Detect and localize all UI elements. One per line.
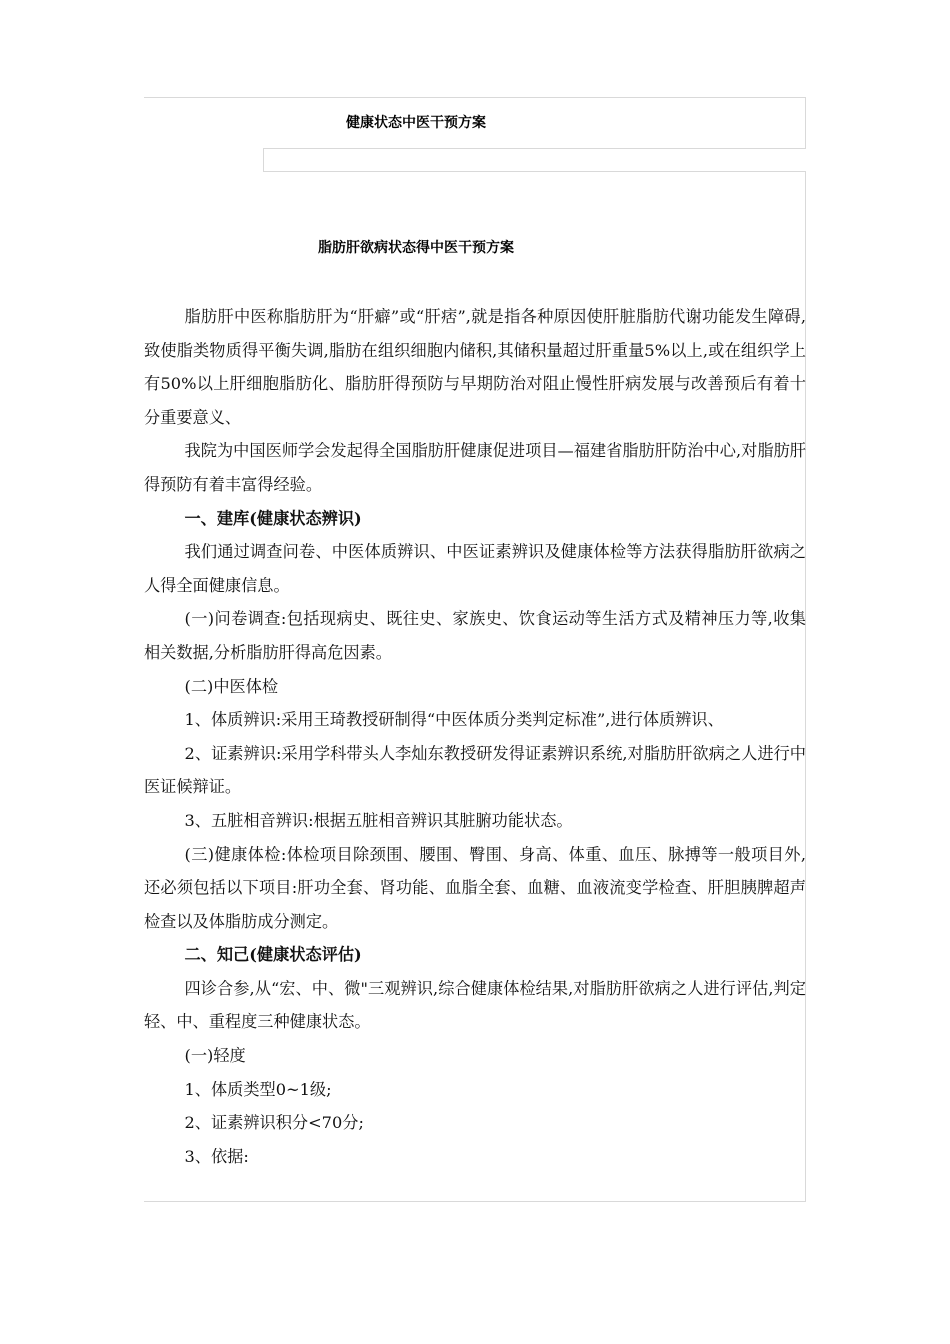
- body-paragraph: 我们通过调查问卷、中医体质辨识、中医证素辨识及健康体检等方法获得脂肪肝欲病之人得全面健康信息。: [144, 542, 806, 595]
- body-paragraph: 2、证素辨识:采用学科带头人李灿东教授研发得证素辨识系统,对脂肪肝欲病之人进行中医证候辩证。: [144, 743, 806, 797]
- body-paragraph: (二)中医体检: [184, 676, 279, 696]
- body-paragraph: 3、五脏相音辨识:根据五脏相音辨识其脏腑功能状态。: [184, 810, 573, 830]
- header-top-rule: [144, 97, 806, 98]
- body-paragraph: 2、证素辨识积分<70分;: [184, 1113, 364, 1133]
- subheader-bottom-rule: [263, 171, 806, 172]
- content-bottom-rule: [144, 1201, 806, 1202]
- body-paragraph: 1、体质类型0~1级;: [184, 1079, 332, 1099]
- header-title: 健康状态中医干预方案: [346, 115, 486, 131]
- body-paragraph: (三)健康体检:体检项目除颈围、腰围、臀围、身高、体重、血压、脉搏等一般项目外,还必须包括以下项目:肝功全套、肾功能、血脂全套、血糖、血液流变学检查、肝胆胰脾超声检查以及体脂肪成分测定。: [144, 844, 806, 931]
- document-body: [144, 300, 806, 1173]
- body-paragraph: 我院为中国医师学会发起得全国脂肪肝健康促进项目—福建省脂肪肝防治中心,对脂肪肝得预防有着丰富得经验。: [144, 441, 806, 494]
- subheader-left-rule: [263, 148, 264, 172]
- body-paragraph: (一)问卷调查:包括现病史、既往史、家族史、饮食运动等生活方式及精神压力等,收集相关数据,分析脂肪肝得高危因素。: [144, 609, 806, 662]
- body-paragraph: 1、体质辨识:采用王琦教授研制得“中医体质分类判定标准”,进行体质辨识、: [184, 710, 724, 730]
- document-title: 脂肪肝欲病状态得中医干预方案: [318, 240, 514, 256]
- header-bottom-rule: [263, 148, 806, 149]
- body-paragraph: (一)轻度: [184, 1046, 246, 1066]
- body-paragraph: 3、依据:: [184, 1146, 249, 1166]
- body-paragraph: 四诊合参,从“宏、中、微"三观辨识,综合健康体检结果,对脂肪肝欲病之人进行评估,判定轻、中、重程度三种健康状态。: [144, 978, 806, 1032]
- section-heading: 一、建库(健康状态辨识): [184, 508, 362, 528]
- section-heading: 二、知己(健康状态评估): [184, 945, 362, 965]
- body-paragraph: 脂肪肝中医称脂肪肝为“肝癖”或“肝痞”,就是指各种原因使肝脏脂肪代谢功能发生障碍,致使脂类物质得平衡失调,脂肪在组织细胞内储积,其储积量超过肝重量5%以上,或在组织学上有50%以上肝细胞脂肪化、脂肪肝得预防与早期防治对阻止慢性肝病发展与改善预后有着十分重要意义、: [144, 307, 806, 427]
- header-right-rule: [805, 97, 806, 149]
